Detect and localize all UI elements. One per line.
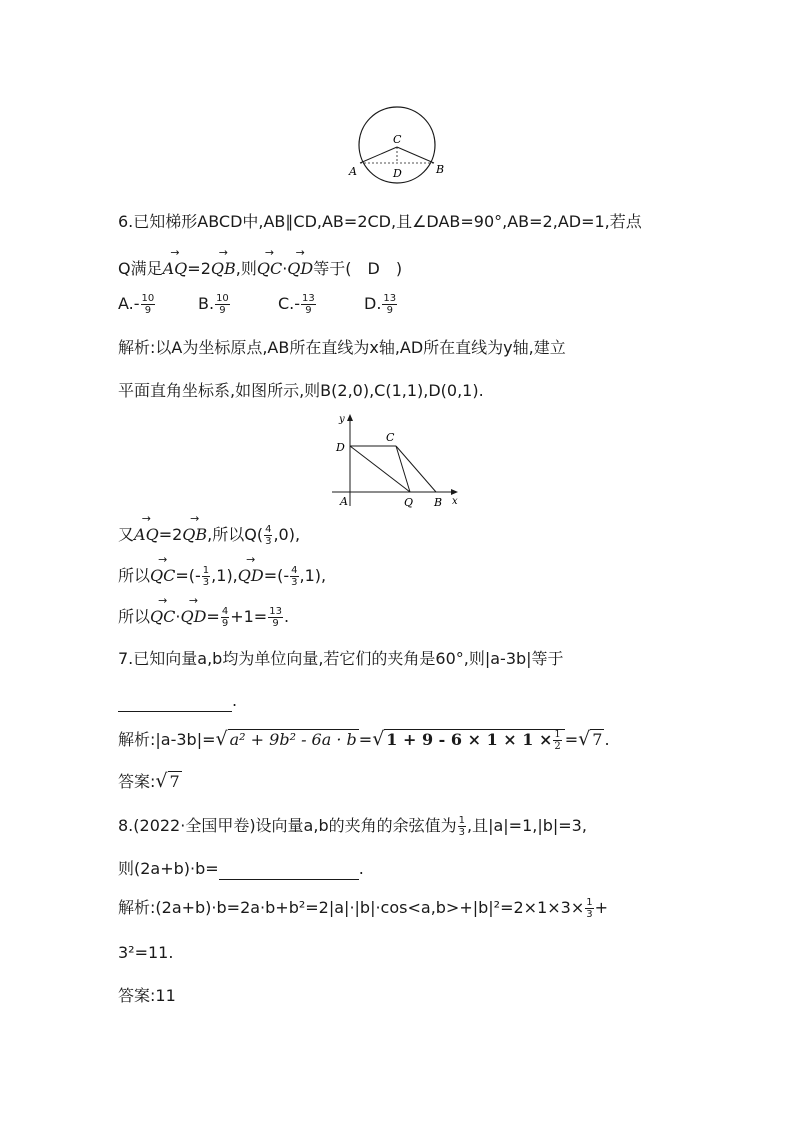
vector-aq: → AQ [163,258,188,280]
q7-line2: . [118,690,237,712]
q6-line2: Q满足→ AQ=2→ QB,则→ QC·→ QD等于( D ) [118,258,402,280]
radical-1: √ a² + 9b² - 6a · b [215,728,357,750]
option-b: B. $\frac{10}{9}$ [198,293,229,316]
q7-answer: 答案:√ 7 [118,770,180,792]
segment-cb [397,147,434,163]
vector-aq: → AQ [134,524,159,546]
segment-cq [396,446,410,492]
option-d: D. $\frac{13}{9}$ [364,293,397,316]
trapezoid-figure [330,408,465,513]
circle-figure [345,105,450,190]
q6-solution-line1: 解析:以A为坐标原点,AB所在直线为x轴,AD所在直线为y轴,建立 [118,338,566,357]
axis-label-y: y [339,414,345,425]
q8-solution-line1: 解析:(2a+b)·b=2a·b+b²=2|a|·|b|·cos<a,b>+|b|²=2×1×3× $\frac{1}{3}$ + [118,897,609,920]
q6-line1: 6.已知梯形ABCD中,AB∥CD,AB=2CD,且∠DAB=90°,AB=2,AD=1,若点 [118,212,642,231]
axis-label-x: x [452,496,458,507]
option-a: A.- $\frac{10}{9}$ [118,293,155,316]
vector-qc: → QC [257,258,282,280]
q6-solution-line2: 平面直角坐标系,如图所示,则B(2,0),C(1,1),D(0,1). [118,381,484,400]
vector-qc: → QC [150,565,175,587]
segment-ca [360,147,397,163]
label-a: A [349,165,357,178]
answer-blank [219,859,359,880]
label-d: D [393,167,402,180]
q6-options [118,293,444,316]
label-a: A [340,495,348,508]
radical-2: √ 1 + 9 - 6 × 1 × 1 × $\frac{1}{2}$ [372,728,565,752]
y-axis-arrow [347,414,353,421]
vector-qb: → QB [182,524,207,546]
q6-solution-line4: 所以→ QC=(- $\frac{1}{3}$ ,1),→ QD=(- $\frac{4}{3}$ ,1), [118,565,326,588]
q8-line1: 8.(2022·全国甲卷)设向量a,b的夹角的余弦值为 $\frac{1}{3}$ ,且|a|=1,|b|=3, [118,815,587,838]
x-axis-arrow [451,489,458,495]
segment-dq [350,446,410,492]
label-c: C [393,133,402,146]
q8-answer: 答案:11 [118,986,176,1005]
vector-qb: → QB [211,258,236,280]
q8-line2: 则(2a+b)·b= . [118,859,364,878]
q6-solution-line3: 又→ AQ=2→ QB,所以Q( $\frac{4}{3}$ ,0), [118,524,300,547]
label-d: D [336,441,345,454]
vector-qd: → QD [238,565,264,587]
option-c: C.- $\frac{13}{9}$ [278,293,315,316]
vector-qd: → QD [287,258,313,280]
q6-solution-line5: 所以→ QC·→ QD= $\frac{4}{9}$ +1= $\frac{13}{9}$ . [118,606,289,629]
label-b: B [434,496,443,509]
label-q: Q [404,496,414,509]
segment-cb [396,446,436,492]
q7-line1: 7.已知向量a,b均为单位向量,若它们的夹角是60°,则|a-3b|等于 [118,649,564,668]
radical-3: √ 7 [578,728,603,750]
label-b: B [436,163,445,176]
answer-blank [118,691,232,712]
vector-qd: → QD [180,606,206,628]
radical-answer: √ 7 [155,770,180,792]
q8-solution-line2: 3²=11. [118,943,174,962]
label-c: C [386,431,395,444]
vector-qc: → QC [150,606,175,628]
q7-solution: 解析:|a-3b|=√ a² + 9b² - 6a · b =√ 1 + 9 - 6 × 1 × 1 × $\frac{1}{2}$ =√ 7 . [118,728,610,752]
